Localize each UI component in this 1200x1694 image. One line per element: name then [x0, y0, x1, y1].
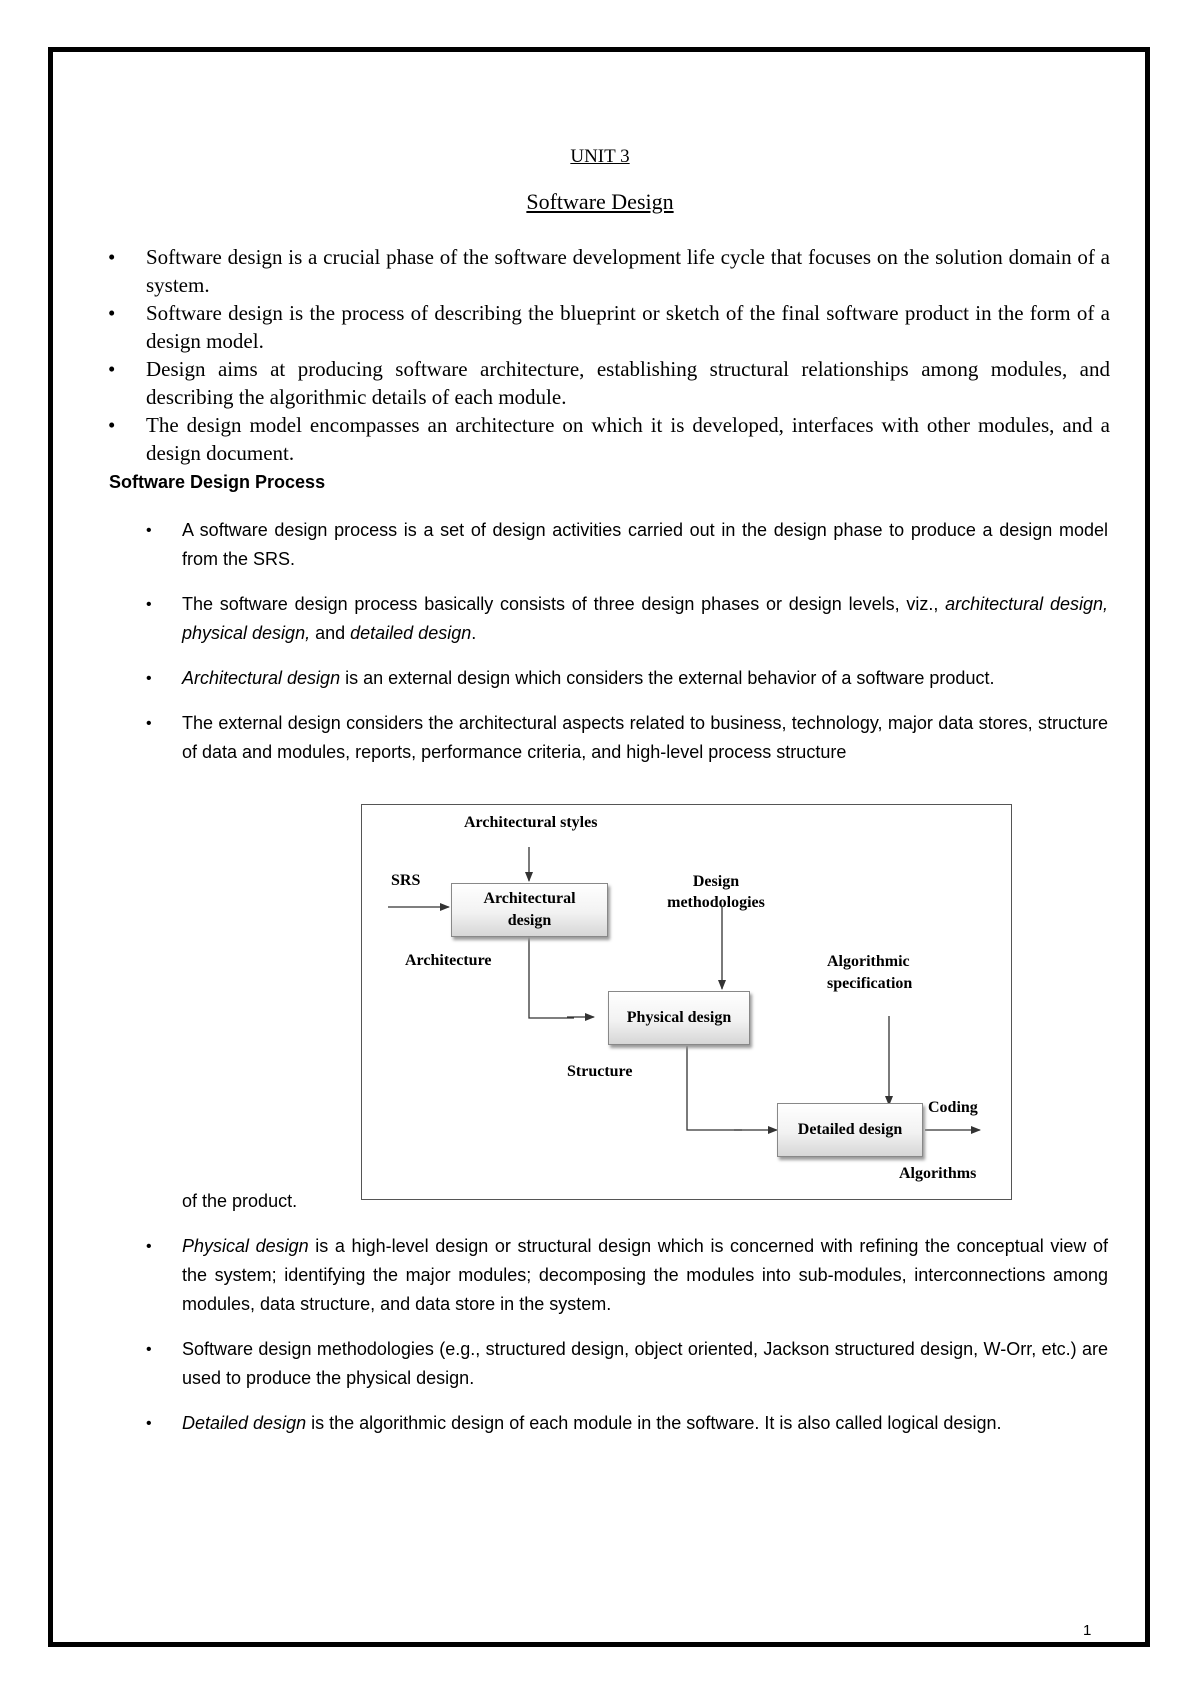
bullet-icon: •	[146, 715, 152, 732]
process-bullet-text: Software design methodologies (e.g., structured design, object oriented, Jackson structured design, W-Orr, etc.) are used to produce the physical design.	[182, 1339, 1108, 1388]
label-design-methodologies	[661, 871, 771, 913]
process-bullet-item	[146, 1409, 1108, 1438]
text-run-italic: Physical design	[182, 1236, 309, 1256]
process-bullet-item	[146, 664, 1108, 693]
box-physical-design: Physical design	[608, 991, 750, 1045]
label-architectural-styles: Architectural styles	[464, 814, 598, 831]
bullet-icon: •	[146, 1238, 152, 1255]
text-run-italic: detailed design	[350, 623, 472, 643]
process-bullet-list-top	[146, 516, 1108, 767]
bullet-icon: •	[146, 1415, 152, 1432]
bullet-icon: •	[108, 245, 116, 269]
process-bullet-item	[146, 709, 1108, 767]
intro-bullet-item	[108, 243, 1110, 299]
text-run: and	[310, 623, 351, 643]
bullet-continuation-text: of the product.	[182, 1191, 298, 1211]
label-architecture: Architecture	[405, 952, 492, 969]
document-title: Software Design	[526, 189, 674, 214]
text-run-italic: Architectural design	[182, 668, 341, 688]
label-algorithmic-specification	[827, 951, 912, 995]
intro-bullet-text: The design model encompasses an architecture on which it is developed, interfaces with other modules, and a design document.	[146, 413, 1110, 465]
intro-bullet-item	[108, 299, 1110, 355]
intro-bullet-item	[108, 411, 1110, 467]
process-bullet-text	[182, 1236, 1108, 1314]
text-run: The software design process basically consists of three design phases or design levels, viz.,	[182, 594, 946, 614]
label-structure: Structure	[567, 1063, 633, 1080]
text-run-italic: architectural design, physical design,	[182, 594, 1108, 643]
arrow-arch-to-physical	[529, 935, 574, 1018]
bullet-icon: •	[108, 357, 116, 381]
design-process-diagram	[361, 804, 1012, 1200]
label-line: specification	[827, 975, 913, 992]
text-run-italic: Detailed design	[182, 1413, 307, 1433]
process-bullet-text: The external design considers the architectural aspects related to business, technology, major data stores, structure of data and modules, reports, performance criteria, and high-level process structure	[182, 713, 1108, 762]
section-heading: Software Design Process	[109, 472, 326, 492]
label-line: Algorithmic	[827, 953, 910, 970]
process-bullet-item	[146, 590, 1108, 648]
text-run: is an external design which considers the external behavior of a software product.	[340, 668, 995, 688]
box-detailed-design: Detailed design	[777, 1103, 923, 1157]
process-bullet-list-bottom	[146, 1232, 1108, 1438]
intro-bullet-text: Software design is the process of describing the blueprint or sketch of the final software product in the form of a design model.	[146, 301, 1110, 353]
box-text: design	[507, 912, 552, 929]
intro-bullet-text: Design aims at producing software architecture, establishing structural relationships among modules, and describing the algorithmic details of each module.	[146, 357, 1110, 409]
box-architectural-design	[451, 883, 608, 937]
process-bullet-text	[182, 594, 1108, 643]
text-run: .	[471, 623, 477, 643]
process-bullet-item	[146, 516, 1108, 574]
bullet-icon: •	[146, 1341, 152, 1358]
text-run: is the algorithmic design of each module in the software. It is also called logical design.	[306, 1413, 1002, 1433]
label-coding: Coding	[928, 1099, 978, 1116]
arrow-physical-to-detailed	[687, 1046, 742, 1130]
intro-bullet-text: Software design is a crucial phase of the software development life cycle that focuses on the solution domain of a system.	[146, 245, 1110, 297]
intro-bullet-item	[108, 355, 1110, 411]
label-algorithms: Algorithms	[899, 1165, 977, 1182]
process-bullet-text: A software design process is a set of design activities carried out in the design phase to produce a design model from the SRS.	[182, 520, 1108, 569]
process-bullet-text	[182, 668, 994, 688]
process-bullet-text	[182, 1413, 1001, 1433]
intro-bullet-list	[108, 243, 1110, 467]
bullet-icon: •	[108, 413, 116, 437]
bullet-icon: •	[146, 596, 152, 613]
box-text: Architectural	[483, 890, 576, 907]
process-bullet-item	[146, 1335, 1108, 1393]
label-line: methodologies	[667, 894, 765, 911]
page-number: 1	[1083, 1622, 1092, 1639]
bullet-icon: •	[146, 670, 152, 687]
unit-label: UNIT 3	[570, 146, 630, 167]
process-bullet-item	[146, 1232, 1108, 1319]
label-srs: SRS	[391, 872, 421, 889]
bullet-icon: •	[108, 301, 116, 325]
bullet-icon: •	[146, 522, 152, 539]
label-line: Design	[692, 873, 740, 890]
text-run: is a high-level design or structural design which is concerned with refining the conceptual view of the system; identifying the major modules; decomposing the modules into sub-modules, interconnections among modules, data structure, and data store in the system.	[182, 1236, 1108, 1314]
